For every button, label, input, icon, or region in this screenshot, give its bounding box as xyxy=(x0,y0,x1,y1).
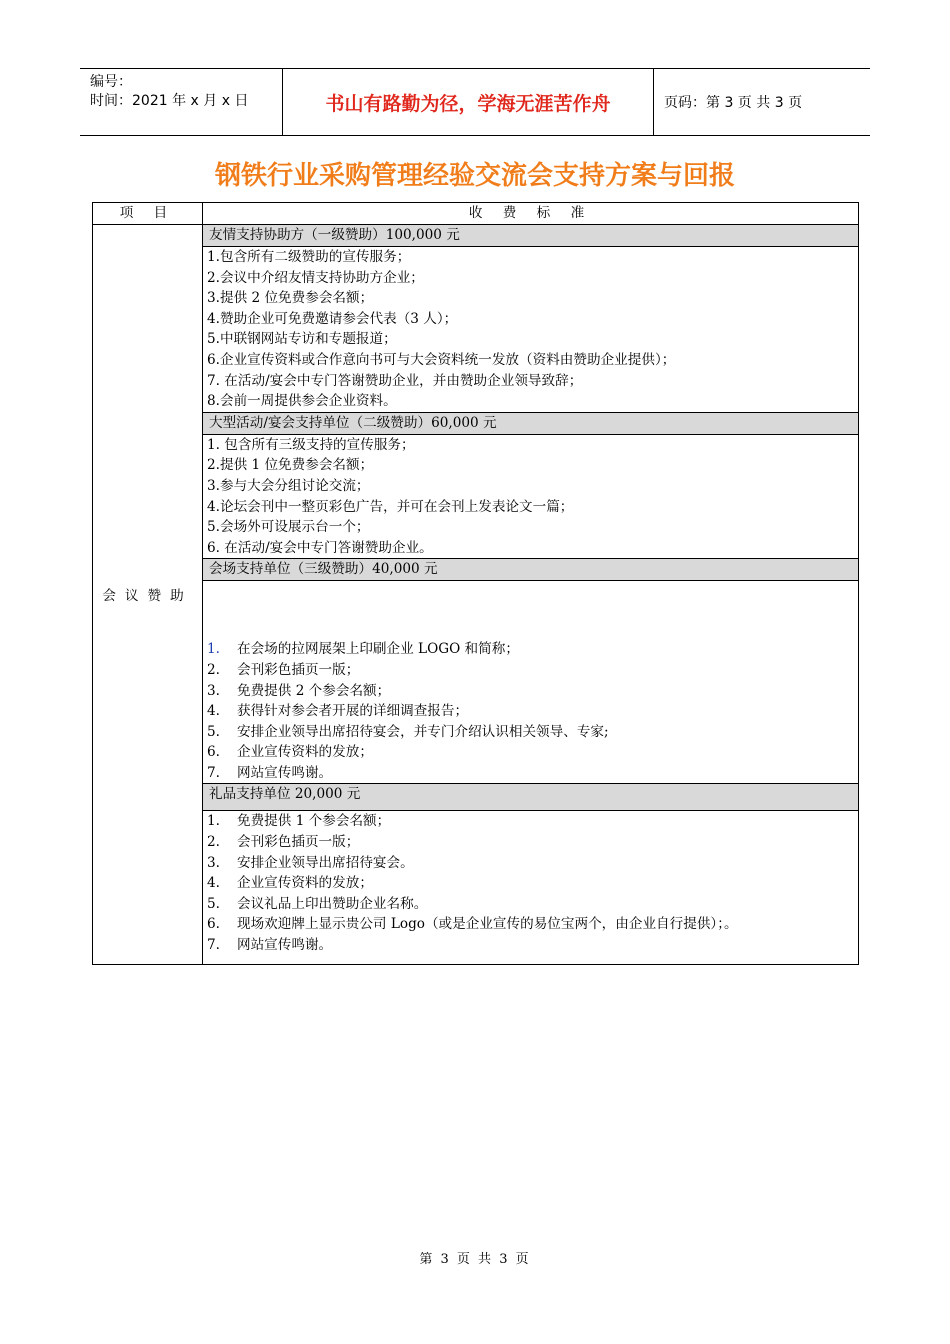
list-item xyxy=(207,701,854,722)
sponsorship-table xyxy=(92,202,859,965)
list-number: 5. xyxy=(207,895,220,912)
list-number: 4. xyxy=(207,703,220,720)
tier4-items xyxy=(203,811,859,964)
list-item xyxy=(207,894,854,915)
header-page-info: 页码：第 3 页 共 3 页 xyxy=(664,95,803,111)
list-item: 3.提供 2 位免费参会名额； xyxy=(207,290,374,307)
list-item xyxy=(207,873,854,894)
tier1-items xyxy=(203,247,859,413)
list-item xyxy=(207,914,854,935)
list-text: 免费提供 2 个参会名额； xyxy=(237,682,391,699)
list-item xyxy=(207,722,854,743)
list-item xyxy=(207,742,854,763)
list-number: 6. xyxy=(207,744,220,761)
list-item: 2.会议中介绍友情支持协助方企业； xyxy=(207,269,424,286)
document-title: 钢铁行业采购管理经验交流会支持方案与回报 xyxy=(214,161,735,191)
tier2-name: 大型活动/宴会支持单位（二级赞助）60,000 元 xyxy=(203,412,859,434)
page-header xyxy=(80,68,870,136)
list-text: 免费提供 1 个参会名额； xyxy=(237,813,391,830)
list-item: 6. 在活动/宴会中专门答谢赞助企业。 xyxy=(207,539,433,556)
number-label: 编号： xyxy=(90,74,132,90)
column-header-fee: 收 费 标 准 xyxy=(203,203,859,225)
header-motto: 书山有路勤为径，学海无涯苦作舟 xyxy=(282,69,654,135)
list-item: 2.提供 1 位免费参会名额； xyxy=(207,457,374,474)
list-text: 在会场的拉网展架上印刷企业 LOGO 和简称； xyxy=(237,641,519,658)
list-item: 4.论坛会刊中一整页彩色广告，并可在会刊上发表论文一篇； xyxy=(207,498,574,515)
list-number: 7. xyxy=(207,764,220,781)
list-text: 网站宣传鸣谢。 xyxy=(237,937,333,954)
list-number: 4. xyxy=(207,875,220,892)
list-number: 3. xyxy=(207,682,220,699)
table-header-row xyxy=(93,203,859,225)
list-item xyxy=(207,832,854,853)
list-text: 会刊彩色插页一版； xyxy=(237,661,360,678)
list-item xyxy=(207,763,854,784)
list-item: 5.中联钢网站专访和专题报道； xyxy=(207,331,397,348)
list-number: 2. xyxy=(207,661,220,678)
list-item xyxy=(207,935,854,956)
project-cell: 会议赞助 xyxy=(93,225,203,965)
list-number: 2. xyxy=(207,834,220,851)
list-item: 1.包含所有二级赞助的宣传服务； xyxy=(207,249,411,265)
list-item xyxy=(207,853,854,874)
list-number: 7. xyxy=(207,937,220,954)
list-item: 4.赞助企业可免费邀请参会代表（3 人）； xyxy=(207,310,458,327)
list-item: 8.会前一周提供参会企业资料。 xyxy=(207,393,397,410)
tier1-name: 友情支持协助方（一级赞助）100,000 元 xyxy=(203,225,859,247)
list-text: 企业宣传资料的发放； xyxy=(237,875,373,892)
column-header-project: 项 目 xyxy=(93,203,203,225)
list-number: 1. xyxy=(207,813,220,830)
list-number: 5. xyxy=(207,723,220,740)
list-number: 6. xyxy=(207,916,220,933)
list-item: 7. 在活动/宴会中专门答谢赞助企业，并由赞助企业领导致辞； xyxy=(207,372,583,389)
list-number: 3. xyxy=(207,854,220,871)
list-text: 安排企业领导出席招待宴会。 xyxy=(237,854,414,871)
list-text: 网站宣传鸣谢。 xyxy=(237,764,333,781)
list-item xyxy=(207,681,854,702)
list-text: 安排企业领导出席招待宴会，并专门介绍认识相关领导、专家; xyxy=(237,723,609,740)
list-item: 3.参与大会分组讨论交流； xyxy=(207,477,370,494)
tier4-name: 礼品支持单位 20,000 元 xyxy=(203,784,859,811)
list-item: 1. 包含所有三级支持的宣传服务； xyxy=(207,436,415,453)
list-item xyxy=(207,639,854,660)
tier3-items xyxy=(203,581,859,784)
list-item: 5.会场外可设展示台一个； xyxy=(207,519,370,536)
page-footer: 第 3 页 共 3 页 xyxy=(419,1252,531,1267)
list-text: 会议礼品上印出赞助企业名称。 xyxy=(237,895,428,912)
tier3-name: 会场支持单位（三级赞助）40,000 元 xyxy=(203,559,859,581)
list-text: 企业宣传资料的发放； xyxy=(237,744,373,761)
list-text: 会刊彩色插页一版； xyxy=(237,834,360,851)
list-text: 现场欢迎牌上显示贵公司 Logo（或是企业宣传的易位宝两个，由企业自行提供）；。 xyxy=(237,916,738,933)
header-meta xyxy=(80,69,282,135)
list-item: 6.企业宣传资料或合作意向书可与大会资料统一发放（资料由赞助企业提供）； xyxy=(207,351,676,368)
list-item xyxy=(207,811,854,832)
list-text: 获得针对参会者开展的详细调查报告； xyxy=(237,703,469,720)
list-item xyxy=(207,660,854,681)
time-label: 时间：2021 年 x 月 x 日 xyxy=(90,93,249,109)
list-number: 1. xyxy=(207,641,220,658)
tier2-items xyxy=(203,434,859,559)
